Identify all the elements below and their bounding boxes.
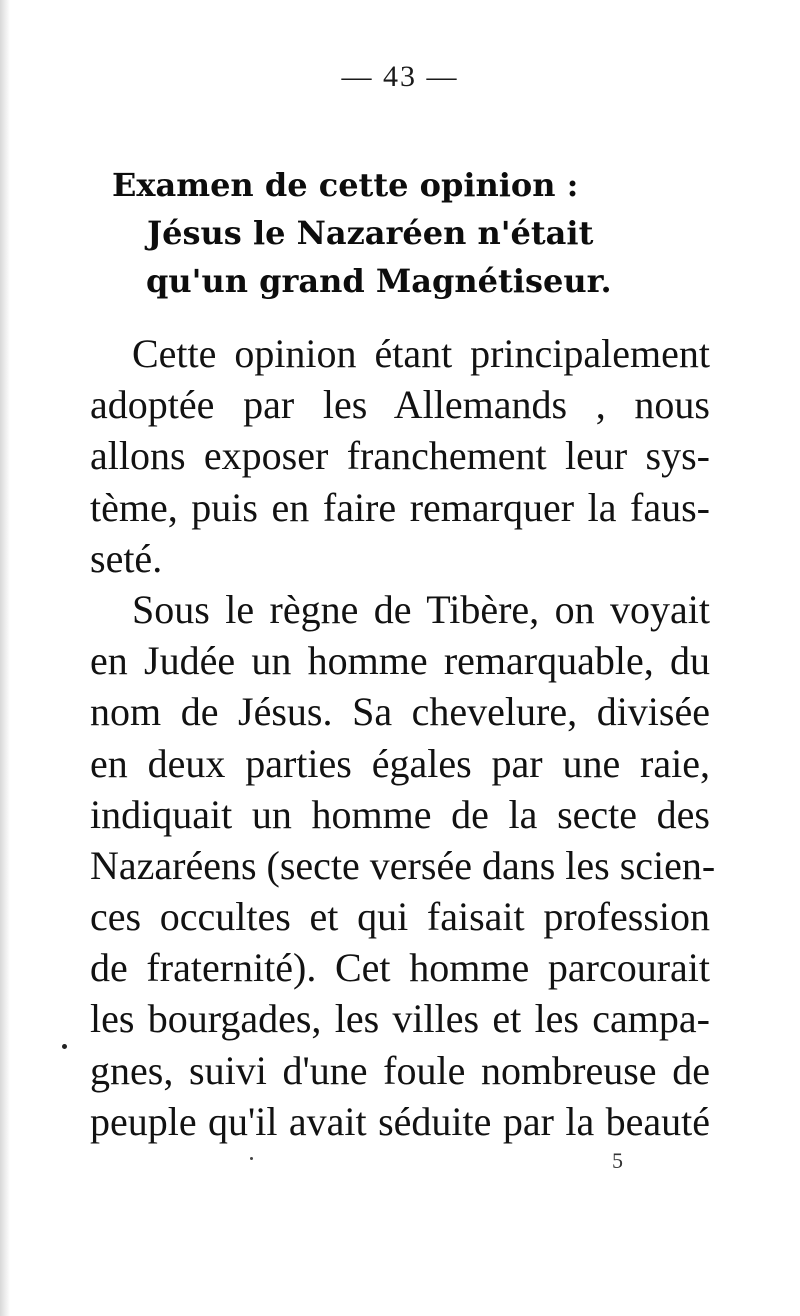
- ink-speck: [62, 1044, 67, 1049]
- text-line: Nazaréens (secte versée dans les scien-: [90, 842, 716, 888]
- heading-line-3: qu'un grand Magnétiseur.: [146, 262, 612, 300]
- text-line: les bourgades, les villes et les campa-: [90, 996, 710, 1042]
- ink-speck: [250, 1157, 253, 1160]
- text-line: Cette opinion étant principalement: [132, 331, 710, 376]
- page-number: — 43 —: [341, 60, 459, 93]
- page-gutter-shadow: [0, 0, 10, 1316]
- text-line: en Judée un homme remarquable, du: [90, 638, 710, 684]
- text-line: nom de Jésus. Sa chevelure, divisée: [90, 689, 710, 735]
- text-line: en deux parties égales par une raie,: [90, 740, 710, 786]
- text-line: de fraternité). Cet homme parcourait: [90, 945, 710, 991]
- text-line: ces occultes et qui faisait profession: [90, 894, 710, 940]
- heading-line-2: Jésus le Nazaréen n'était: [147, 214, 594, 252]
- body-text: [90, 328, 716, 1147]
- text-line: peuple qu'il avait séduite par la beauté: [90, 1098, 710, 1144]
- text-line: tème, puis en faire remarquer la faus-: [90, 484, 710, 530]
- text-line: Sous le règne de Tibère, on voyait: [132, 586, 710, 632]
- text-line: gnes, suivi d'une foule nombreuse de: [90, 1047, 710, 1093]
- text-line: indiquait un homme de la secte des: [90, 791, 710, 837]
- signature-mark: 5: [612, 1148, 623, 1173]
- heading-line-1: Examen de cette opinion :: [112, 166, 579, 204]
- text-line: adoptée par les Allemands , nous: [90, 382, 710, 428]
- text-line: seté.: [90, 535, 163, 581]
- text-line: allons exposer franchement leur sys-: [90, 433, 710, 479]
